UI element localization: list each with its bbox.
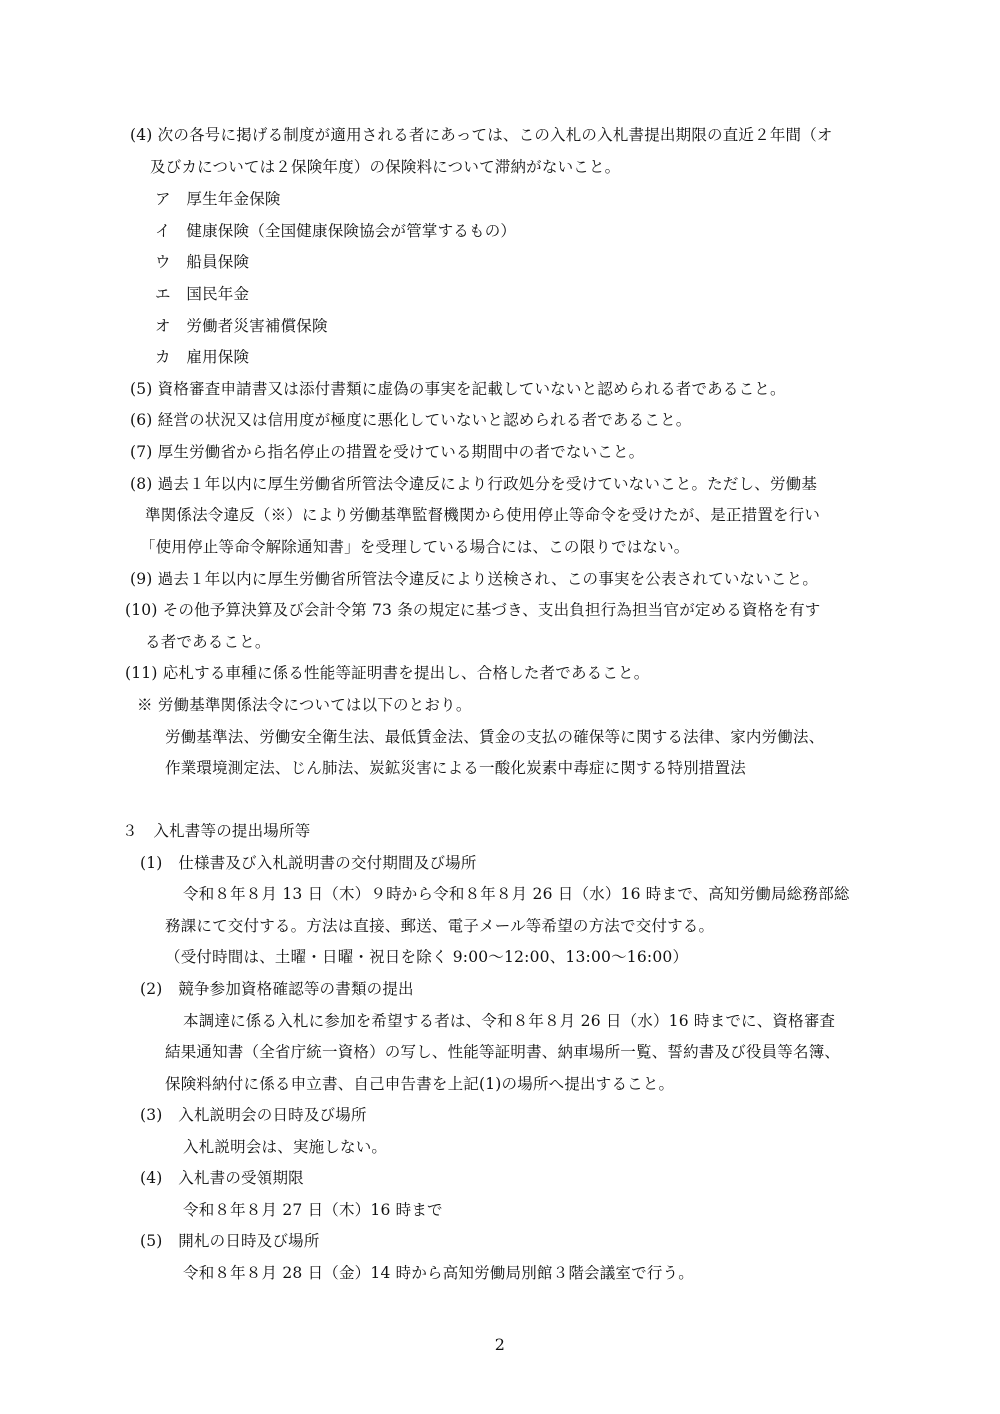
page-number: 2 — [494, 1335, 506, 1354]
s3-item-5-line-1: 令和８年８月 28 日（金）14 時から高知労働局別館３階会議室で行う。 — [183, 1264, 694, 1282]
s3-item-5-title: (5) 開札の日時及び場所 — [140, 1232, 320, 1250]
s3-item-4-title: (4) 入札書の受領期限 — [140, 1169, 304, 1187]
item-10-line-2: る者であること。 — [145, 633, 271, 651]
item-4-subitem-a: ア 厚生年金保険 — [155, 190, 281, 208]
item-6: (6) 経営の状況又は信用度が極度に悪化していないと認められる者であること。 — [130, 411, 692, 429]
item-9: (9) 過去１年以内に厚生労働省所管法令違反により送検され、この事実を公表されていないこと。 — [130, 570, 819, 588]
s3-item-1-title: (1) 仕様書及び入札説明書の交付期間及び場所 — [140, 854, 477, 872]
s3-item-3-line-1: 入札説明会は、実施しない。 — [183, 1138, 388, 1156]
s3-item-1-line-2: 務課にて交付する。方法は直接、郵送、電子メール等希望の方法で交付する。 — [165, 917, 715, 935]
item-4-subitem-e: エ 国民年金 — [155, 285, 250, 303]
item-4-line-2: 及びカについては２保険年度）の保険料について滞納がないこと。 — [150, 158, 621, 176]
s3-item-4-line-1: 令和８年８月 27 日（木）16 時まで — [183, 1201, 443, 1219]
item-8-line-2: 準関係法令違反（※）により労働基準監督機関から使用停止等命令を受けたが、是正措置を行い — [145, 506, 821, 524]
s3-item-2-line-2: 結果通知書（全省庁統一資格）の写し、性能等証明書、納車場所一覧、誓約書及び役員等名簿、 — [165, 1043, 841, 1061]
item-4-line-1: (4) 次の各号に掲げる制度が適用される者にあっては、この入札の入札書提出期限の直近２年間（オ — [130, 126, 833, 144]
s3-item-2-title: (2) 競争参加資格確認等の書類の提出 — [140, 980, 414, 998]
item-5: (5) 資格審査申請書又は添付書類に虚偽の事実を記載していないと認められる者であること。 — [130, 380, 786, 398]
s3-item-1-line-3: （受付時間は、土曜・日曜・祝日を除く 9:00～12:00、13:00～16:00） — [165, 948, 689, 966]
item-11: (11) 応札する車種に係る性能等証明書を提出し、合格した者であること。 — [125, 664, 650, 682]
note-line-1: ※ 労働基準関係法令については以下のとおり。 — [137, 696, 472, 714]
s3-item-3-title: (3) 入札説明会の日時及び場所 — [140, 1106, 367, 1124]
s3-item-1-line-1: 令和８年８月 13 日（木）９時から令和８年８月 26 日（水）16 時まで、高知労働局総務部総 — [183, 885, 850, 903]
item-8-line-3: 「使用停止等命令解除通知書」を受理している場合には、この限りではない。 — [140, 538, 690, 556]
item-7: (7) 厚生労働省から指名停止の措置を受けている期間中の者でないこと。 — [130, 443, 645, 461]
item-4-subitem-ka: カ 雇用保険 — [155, 348, 250, 366]
note-line-3: 作業環境測定法、じん肺法、炭鉱災害による一酸化炭素中毒症に関する特別措置法 — [165, 759, 746, 777]
s3-item-2-line-1: 本調達に係る入札に参加を希望する者は、令和８年８月 26 日（水）16 時までに、資格審査 — [183, 1012, 836, 1030]
item-8-line-1: (8) 過去１年以内に厚生労働省所管法令違反により行政処分を受けていないこと。ただし、労働基 — [130, 475, 818, 493]
s3-item-2-line-3: 保険料納付に係る申立書、自己申告書を上記(1)の場所へ提出すること。 — [165, 1075, 675, 1093]
section-3-heading: ３ 入札書等の提出場所等 — [122, 822, 311, 840]
item-4-subitem-u: ウ 船員保険 — [155, 253, 250, 271]
note-line-2: 労働基準法、労働安全衛生法、最低賃金法、賃金の支払の確保等に関する法律、家内労働法、 — [165, 728, 825, 746]
item-4-subitem-o: オ 労働者災害補償保険 — [155, 317, 328, 335]
item-4-subitem-i: イ 健康保険（全国健康保険協会が管掌するもの） — [155, 222, 517, 240]
item-10-line-1: (10) その他予算決算及び会計令第 73 条の規定に基づき、支出負担行為担当官が定める資格を有す — [125, 601, 821, 619]
